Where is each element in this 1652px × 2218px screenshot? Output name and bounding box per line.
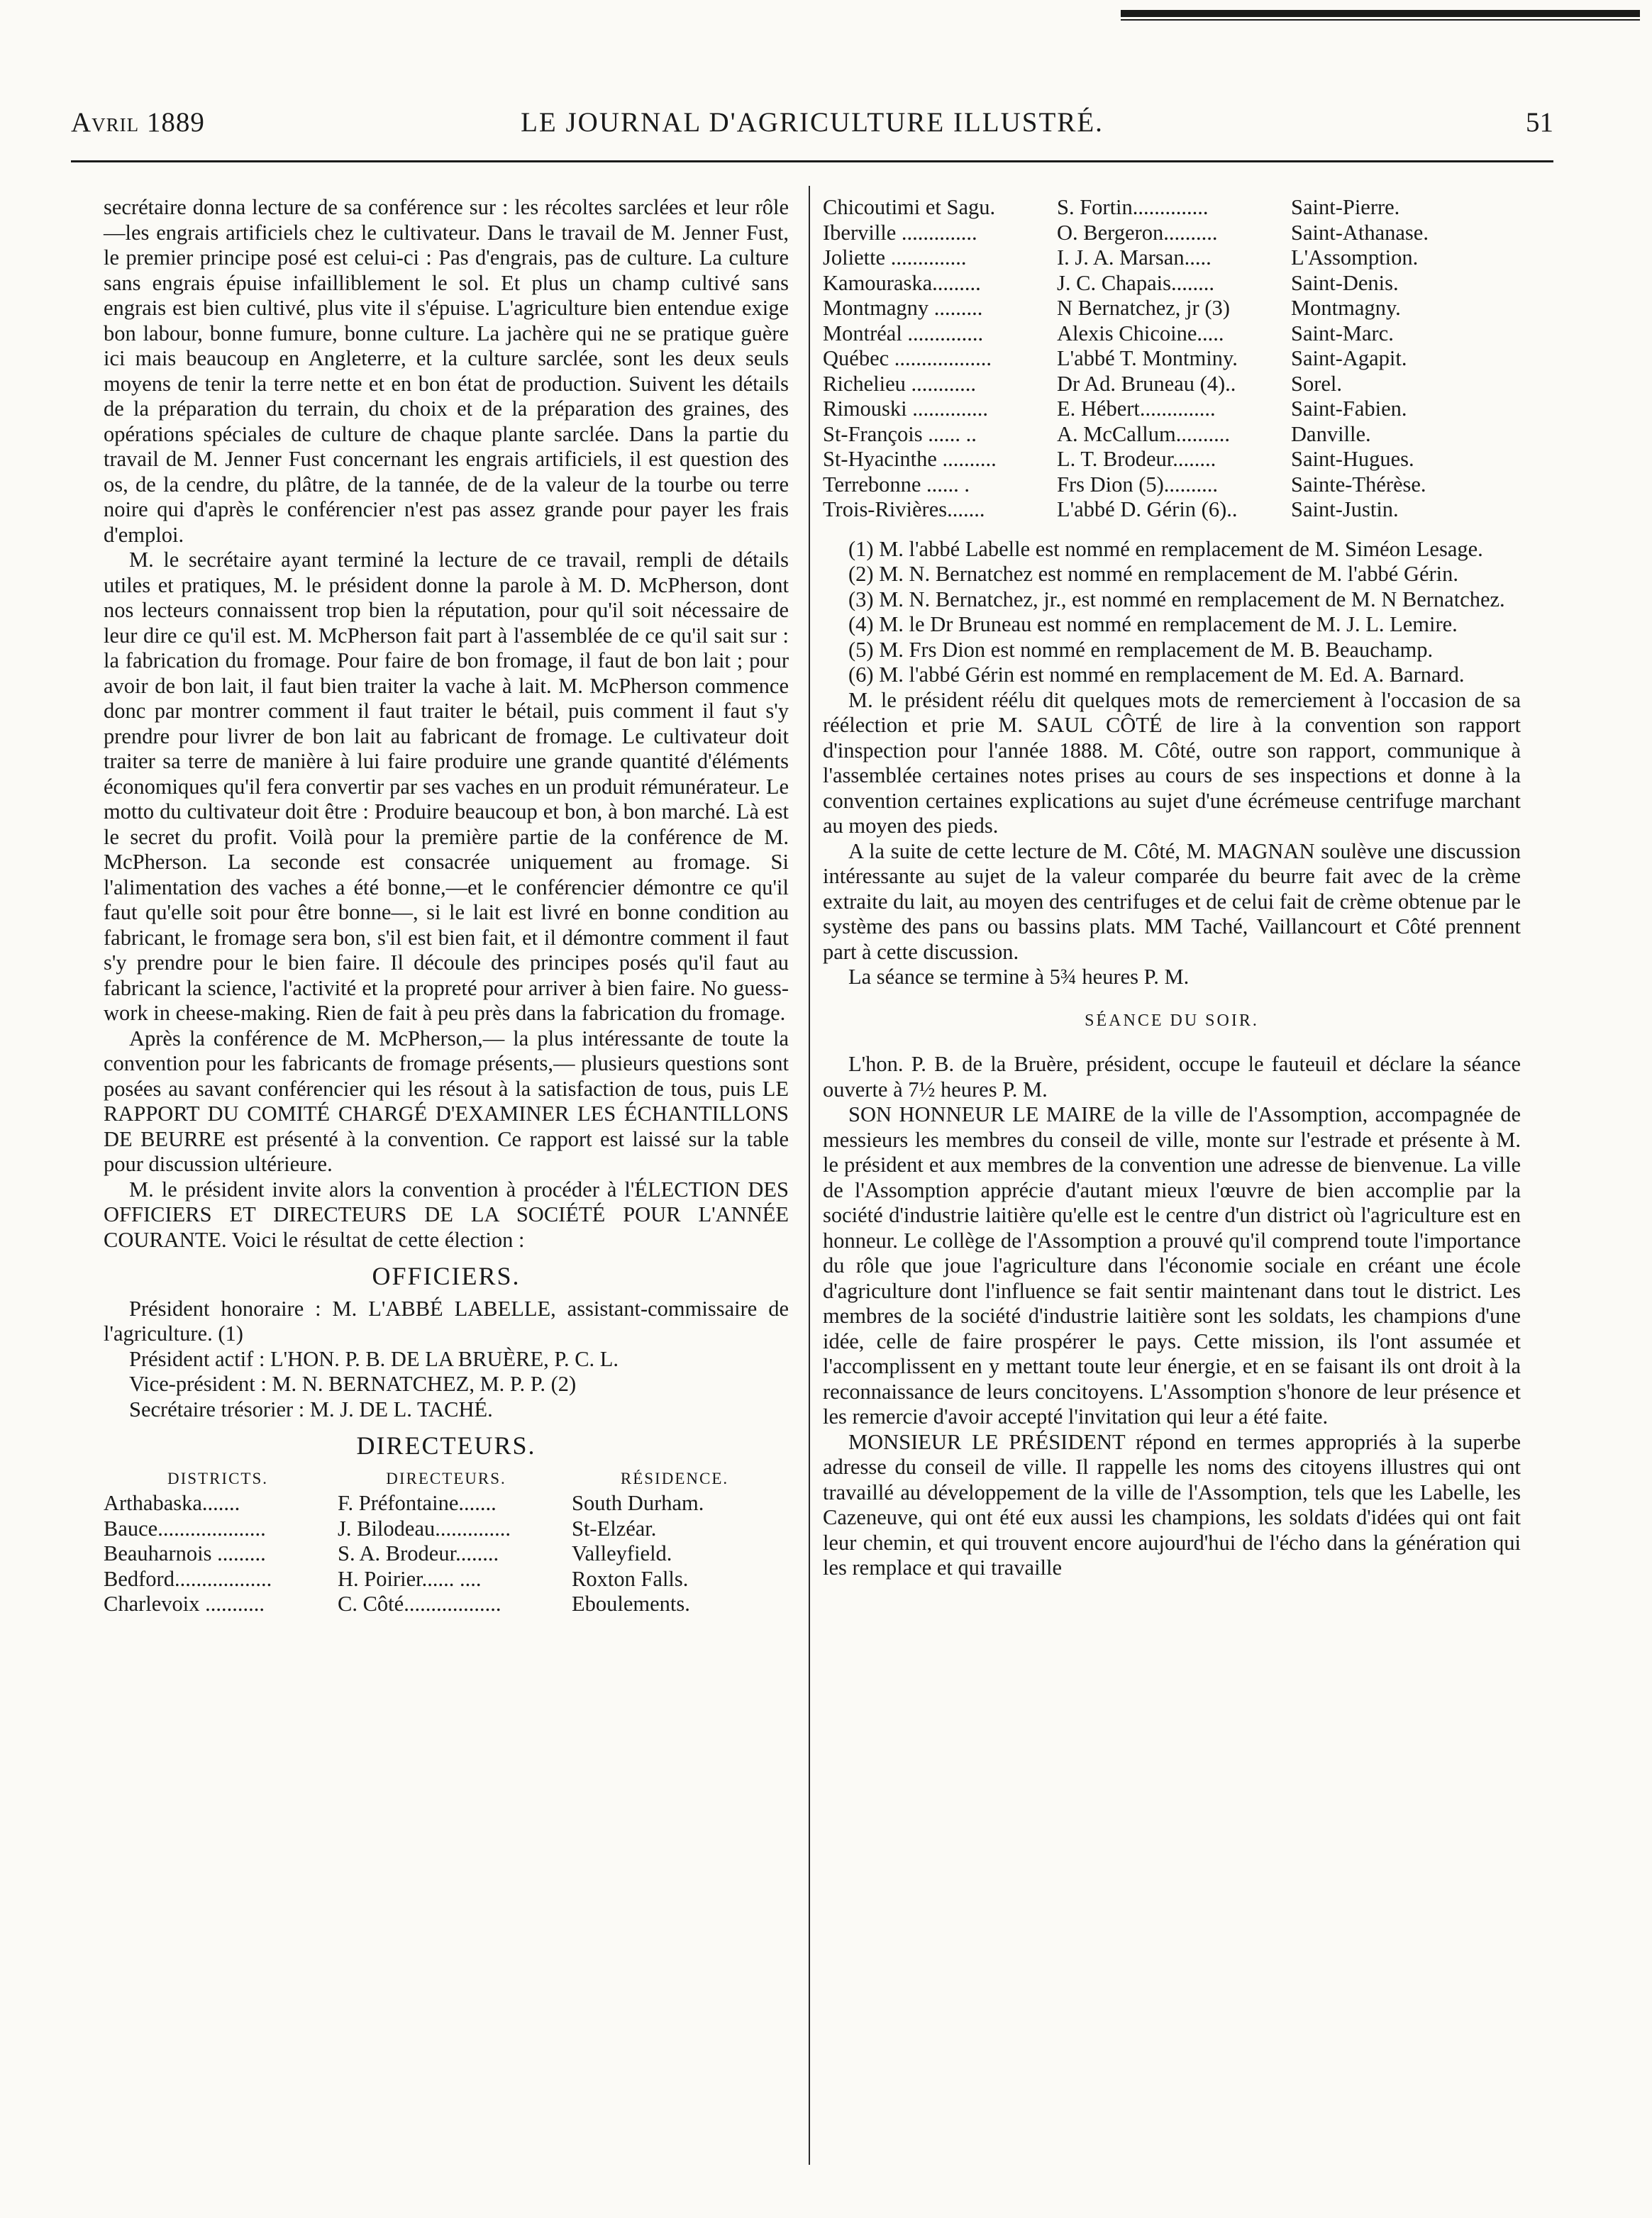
column-divider xyxy=(809,186,810,2165)
district-cell: Beauharnois ......... xyxy=(104,1541,266,1565)
director-cell: L. T. Brodeur........ xyxy=(1057,447,1216,471)
table-row xyxy=(823,372,1521,397)
officier-entry: Président actif : L'HON. P. B. DE LA BRUÈRE, P. C. L. xyxy=(129,1346,619,1371)
residence-cell: Saint-Hugues. xyxy=(1291,447,1414,471)
directeurs-heading: DIRECTEURS. xyxy=(356,1431,536,1460)
director-cell: Alexis Chicoine..... xyxy=(1057,321,1224,345)
district-cell: Charlevoix ........... xyxy=(104,1592,265,1616)
district-cell: Rimouski .............. xyxy=(823,397,989,421)
table-row xyxy=(104,1516,789,1542)
residence-cell: Saint-Fabien. xyxy=(1291,397,1407,421)
table-row xyxy=(104,1491,789,1516)
residence-cell: Sainte-Thérèse. xyxy=(1291,472,1426,497)
district-cell: St-François ...... .. xyxy=(823,421,977,446)
director-cell: I. J. A. Marsan..... xyxy=(1057,245,1212,270)
table-row xyxy=(823,447,1521,472)
table-row xyxy=(823,271,1521,296)
residence-cell: Danville. xyxy=(1291,421,1371,446)
table-row xyxy=(104,1567,789,1592)
district-cell: Kamouraska......... xyxy=(823,270,981,295)
residence-cell: Valleyfield. xyxy=(572,1541,672,1565)
paragraph: SON HONNEUR LE MAIRE de la ville de l'Assomption, accompagnée de messieurs les membres du conseil de ville, monte sur l'estrade et présente à M. le président et aux membres de la convention une adresse de bienvenue. La ville de l'Assomption apprécie d'autant mieux l'œuvre de bien accomplie par la société d'industrie laitière qu'elle est le centre d'un district où l'agriculture est en honneur. Le collège de l'Assomption a prouvé qu'il comprend toute l'importance du rôle que joue l'agriculture dans l'économie sociale en créant une école d'agriculture dont l'influence se fait sentir maintenant dans tout le district. Les membres de la société d'industrie laitière sont les soldats, les champions d'une idée, celle de faire prospérer le pays. Cette mission, ils l'ont assumée et l'accomplissent en y mettant toute leur énergie, et en se faisant ils ont droit à la reconnaissance de leurs concitoyens. L'Assomption s'honore de leur présence et les remercie d'avoir accepté l'invitation qui leur a été faite. xyxy=(823,1102,1521,1429)
top-decorative-bar xyxy=(1121,10,1640,17)
officiers-list xyxy=(104,1297,789,1423)
director-cell: E. Hébert.............. xyxy=(1057,397,1216,421)
footnote: (6) M. l'abbé Gérin est nommé en remplacement de M. Ed. A. Barnard. xyxy=(848,662,1465,687)
residence-cell: South Durham. xyxy=(572,1491,704,1515)
district-cell: Chicoutimi et Sagu. xyxy=(823,195,996,219)
director-cell: N Bernatchez, jr (3) xyxy=(1057,296,1230,320)
table-row xyxy=(823,245,1521,271)
paragraph: La séance se termine à 5¾ heures P. M. xyxy=(848,965,1190,989)
footnote: (5) M. Frs Dion est nommé en remplacement de M. B. Beauchamp. xyxy=(848,637,1434,662)
officier-entry: Vice-président : M. N. BERNATCHEZ, M. P. P. (2) xyxy=(129,1372,577,1396)
residence-cell: Roxton Falls. xyxy=(572,1566,689,1591)
district-cell: Bauce.................... xyxy=(104,1516,266,1541)
spacer xyxy=(823,523,1521,537)
district-cell: Iberville .............. xyxy=(823,220,977,245)
paragraph: M. le président réélu dit quelques mots de remerciement à l'occasion de sa réélection et prie M. SAUL CÔTÉ de lire à la convention son rapport d'inspection pour l'année 1888. M. Côté, outre son rapport, communique à l'assemblée certaines notes prises au cours de ses inspections et donne à la convention certaines explications au sujet d'une écrémeuse centrifuge marchant au moyen des pieds. xyxy=(823,687,1521,838)
header-rule xyxy=(71,160,1553,162)
table-row xyxy=(823,195,1521,221)
header-date: Avril 1889 xyxy=(71,107,205,138)
journal-title: LE JOURNAL D'AGRICULTURE ILLUSTRÉ. xyxy=(521,107,1104,138)
district-cell: St-Hyacinthe .......... xyxy=(823,447,997,471)
column-header-residence: RÉSIDENCE. xyxy=(620,1469,729,1487)
director-cell: L'abbé T. Montminy. xyxy=(1057,346,1238,370)
district-cell: Richelieu ............ xyxy=(823,371,977,396)
table-row xyxy=(823,296,1521,321)
table-row xyxy=(104,1592,789,1617)
paragraph: L'hon. P. B. de la Bruère, président, occupe le fauteuil et déclare la séance ouverte à 7½ heures P. M. xyxy=(823,1052,1521,1102)
officiers-heading: OFFICIERS. xyxy=(372,1262,521,1290)
residence-cell: Eboulements. xyxy=(572,1592,690,1616)
page-header xyxy=(71,106,1553,149)
director-cell: A. McCallum.......... xyxy=(1057,421,1230,446)
district-cell: Trois-Rivières....... xyxy=(823,497,985,521)
director-cell: O. Bergeron.......... xyxy=(1057,220,1218,245)
district-cell: Montmagny ......... xyxy=(823,296,983,320)
footnote: (2) M. N. Bernatchez est nommé en remplacement de M. l'abbé Gérin. xyxy=(848,562,1459,586)
director-cell: F. Préfontaine....... xyxy=(338,1491,497,1515)
officier-entry: Secrétaire trésorier : M. J. DE L. TACHÉ. xyxy=(129,1397,493,1421)
officier-entry: Président honoraire : M. L'ABBÉ LABELLE, assistant-commissaire de l'agriculture. (1) xyxy=(104,1296,789,1346)
director-cell: S. A. Brodeur........ xyxy=(338,1541,499,1565)
paragraph: M. le président invite alors la convention à procéder à l'ÉLECTION DES OFFICIERS ET DIRECTEURS DE LA SOCIÉTÉ POUR L'ANNÉE COURANTE. Voici le résultat de cette élection : xyxy=(104,1177,789,1252)
right-column xyxy=(823,195,1521,1581)
paragraph: M. le secrétaire ayant terminé la lecture de ce travail, rempli de détails utiles et pratiques, M. le président donne la parole à M. D. McPherson, dont nos lecteurs connaissent trop bien la réputation, pour qu'il soit nécessaire de leur dire ce qu'il est. M. McPherson fait part à l'assemblée de ce qu'il sait sur : la fabrication du fromage. Pour faire de bon fromage, il faut de bon lait ; pour avoir de bon lait, il faut bien traiter la vache à lait. M. McPherson commence donc par montrer comment il faut traiter le bétail, puis comment il faut s'y prendre pour livrer de bon lait au fabricant de fromage. Le cultivateur doit traiter sa terre de manière à lui faire produire une grande quantité d'éléments économiques qu'il fera convertir par ses vaches en un produit rémunérateur. Le motto du cultivateur doit être : Produire beaucoup et bon, à bon marché. Là est le secret du profit. Voilà pour la première partie de la conférence de M. McPherson. La seconde est consacrée uniquement au fromage. Si l'alimentation des vaches a été bonne,—et le conférencier démontre ce qu'il faut qu'elle soit pour être bonne—, si le lait est livré en bonne condition au fabricant, le fromage sera bon, s'il est bien fait, et il démontre comment il faut s'y prendre pour le bien faire. Il découle des principes posés qu'il faut au fabricant la science, l'activité et la propreté pour arriver à bien faire. No guess-work in cheese-making. Rien de fait à peu près dans la fabrication du fromage. xyxy=(104,548,789,1025)
director-cell: J. C. Chapais........ xyxy=(1057,270,1214,295)
page-number: 51 xyxy=(1526,107,1553,138)
footnote: (4) M. le Dr Bruneau est nommé en remplacement de M. J. L. Lemire. xyxy=(848,612,1458,636)
evening-session-heading: SÉANCE DU SOIR. xyxy=(1085,1011,1259,1030)
directeurs-table-right xyxy=(823,195,1521,523)
residence-cell: Saint-Agapit. xyxy=(1291,346,1407,370)
table-row xyxy=(823,397,1521,422)
paragraph: secrétaire donna lecture de sa conférence sur : les récoltes sarclées et leur rôle—les engrais artificiels chez le cultivateur. Dans le travail de M. Jenner Fust, le premier principe posé est celui-ci : Pas d'engrais, pas de culture. La culture sans engrais épuise infailliblement le sol. Et plus un champ cultivé sans engrais est bien cultivé, plus vite il s'épuise. L'agriculture bien entendue exige bon labour, bonne fumure, bonne culture. La jachère qui ne se pratique guère ici mais beaucoup en Angleterre, et la culture sarclée, sont les deux seuls moyens de tenir la terre nette et en bon état de production. Suivent les détails de la préparation du terrain, du choix et de la préparation des graines, des opérations spéciales de culture de chaque plante sarclée. Dans la partie du travail de M. Jenner Fust concernant les engrais artificiels, il est question des os, de la cendre, du plâtre, de la tannée, de de la valeur de la tourbe ou terre noire qui d'après le conférencier n'est pas assez grande pour payer les frais d'emploi. xyxy=(104,195,789,547)
footnote: (3) M. N. Bernatchez, jr., est nommé en remplacement de M. N Bernatchez. xyxy=(848,587,1505,611)
directeurs-table-left xyxy=(104,1491,789,1617)
table-row xyxy=(104,1541,789,1567)
director-cell: C. Côté.................. xyxy=(338,1592,501,1616)
table-row xyxy=(823,321,1521,347)
top-decorative-line xyxy=(1121,19,1640,21)
paragraph: Après la conférence de M. McPherson,— la plus intéressante de toute la convention pour les fabricants de fromage présents,— plusieurs questions sont posées au savant conférencier qui les résout à la satisfaction de tous, puis LE RAPPORT DU COMITÉ CHARGÉ D'EXAMINER LES ÉCHANTILLONS DE BEURRE est présenté à la convention. Ce rapport est laissé sur la table pour discussion ultérieure. xyxy=(104,1026,789,1176)
director-cell: Frs Dion (5).......... xyxy=(1057,472,1219,497)
paragraph: A la suite de cette lecture de M. Côté, M. MAGNAN soulève une discussion intéressante au sujet de la valeur comparée du beurre fait avec de la crème extraite du lait, au moyen des centrifuges et de celui fait de crème obtenue par le système des pans ou bassins plats. MM Taché, Vaillancourt et Côté prennent part à cette discussion. xyxy=(823,838,1521,964)
residence-cell: Saint-Pierre. xyxy=(1291,195,1400,219)
residence-cell: St-Elzéar. xyxy=(572,1516,657,1541)
director-cell: S. Fortin.............. xyxy=(1057,195,1209,219)
table-row xyxy=(823,221,1521,246)
footnote: (1) M. l'abbé Labelle est nommé en remplacement de M. Siméon Lesage. xyxy=(848,536,1483,561)
director-cell: H. Poirier...... .... xyxy=(338,1566,482,1591)
district-cell: Arthabaska....... xyxy=(104,1491,240,1515)
table-row xyxy=(823,346,1521,372)
district-cell: Québec .................. xyxy=(823,346,992,370)
table-row xyxy=(823,472,1521,498)
director-cell: Dr Ad. Bruneau (4).. xyxy=(1057,371,1236,396)
residence-cell: Montmagny. xyxy=(1291,296,1401,320)
residence-cell: Sorel. xyxy=(1291,371,1343,396)
district-cell: Montréal .............. xyxy=(823,321,984,345)
residence-cell: Saint-Marc. xyxy=(1291,321,1394,345)
table-row xyxy=(823,497,1521,523)
district-cell: Bedford.................. xyxy=(104,1566,272,1591)
column-header-districts: DISTRICTS. xyxy=(167,1469,269,1487)
paragraph: MONSIEUR LE PRÉSIDENT répond en termes appropriés à la superbe adresse du conseil de ville. Il rappelle les noms des citoyens illustres qui ont travaillé au développement de la ville de l'Assomption, tels que les Labelle, les Cazeneuve, qui ont été eux aussi les champions, les soldats d'idées qui ont fait leur chemin, et qui trouvent encore aujourd'hui de l'écho dans la génération qui les remplace et qui travaille xyxy=(823,1429,1521,1580)
district-cell: Joliette .............. xyxy=(823,245,967,270)
director-cell: L'abbé D. Gérin (6).. xyxy=(1057,497,1238,521)
residence-cell: L'Assomption. xyxy=(1291,245,1419,270)
director-cell: J. Bilodeau.............. xyxy=(338,1516,511,1541)
left-column xyxy=(104,195,789,1617)
residence-cell: Saint-Athanase. xyxy=(1291,220,1429,245)
residence-cell: Saint-Justin. xyxy=(1291,497,1399,521)
residence-cell: Saint-Denis. xyxy=(1291,270,1399,295)
district-cell: Terrebonne ...... . xyxy=(823,472,970,497)
directeurs-table-header xyxy=(104,1466,789,1492)
table-row xyxy=(823,422,1521,448)
column-header-directeurs: DIRECTEURS. xyxy=(386,1469,506,1487)
